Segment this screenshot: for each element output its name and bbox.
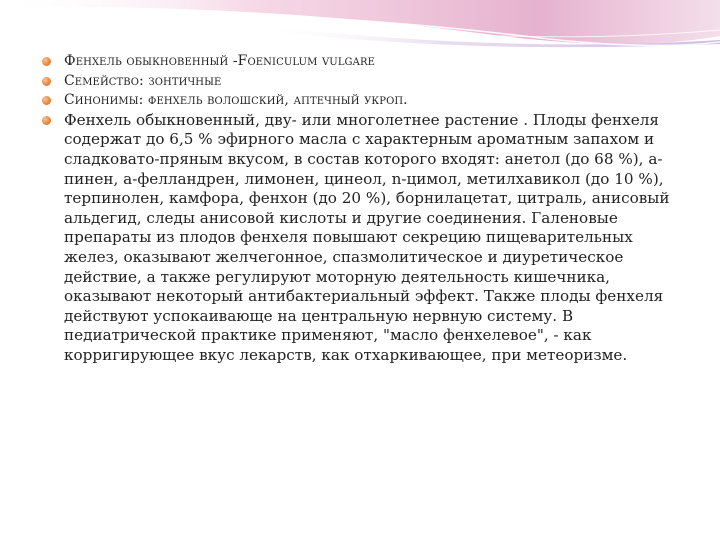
bullet-item-family: [42, 72, 682, 91]
bullet-list: [42, 52, 682, 366]
bullet-icon: [42, 77, 51, 86]
bullet-item-description: [42, 111, 682, 366]
bullet-item-synonyms: [42, 91, 682, 110]
bullet-item-title: [42, 52, 682, 71]
bullet-icon: [42, 96, 51, 105]
bullet-icon: [42, 116, 51, 125]
bullet-text: Семейство: зонтичные: [64, 72, 222, 89]
bullet-icon: [42, 57, 51, 66]
top-decoration: [0, 0, 720, 60]
bullet-text: Синонимы: фенхель волошский, аптечный укроп.: [64, 92, 408, 109]
slide-content: [42, 52, 682, 367]
bullet-text: Фенхель обыкновенный -Foeniculum vulgare: [64, 53, 375, 69]
bullet-text: Фенхель обыкновенный, дву- или многолетнее растение . Плоды фенхеля содержат до 6,5 % эфирного масла с характерным ароматным запахом и сладковато-пряным вкусом, в состав которого входят: анетол (до 68 %), а-пинен, а-фелландрен, лимонен, цинеол, n-цимол, метилхавикол (до 10 %), терпинолен, камфора, фенхон (до 20 %), борнилацетат, цитраль, анисовый альдегид, следы анисовой кислоты и другие соединения. Галеновые препараты из плодов фенхеля повышают секрецию пищеварительных желез, оказывают желчегонное, спазмолитическое и диуретическое действие, а также регулируют моторную деятельность кишечника, оказывают некоторый антибактериальный эффект. Также плоды фенхеля действуют успокаивающе на центральную нервную систему. В педиатрической практике применяют, "масло фенхелевое", - как корригирующее вкус лекарств, как отхаркивающее, при метеоризме.: [64, 110, 670, 364]
